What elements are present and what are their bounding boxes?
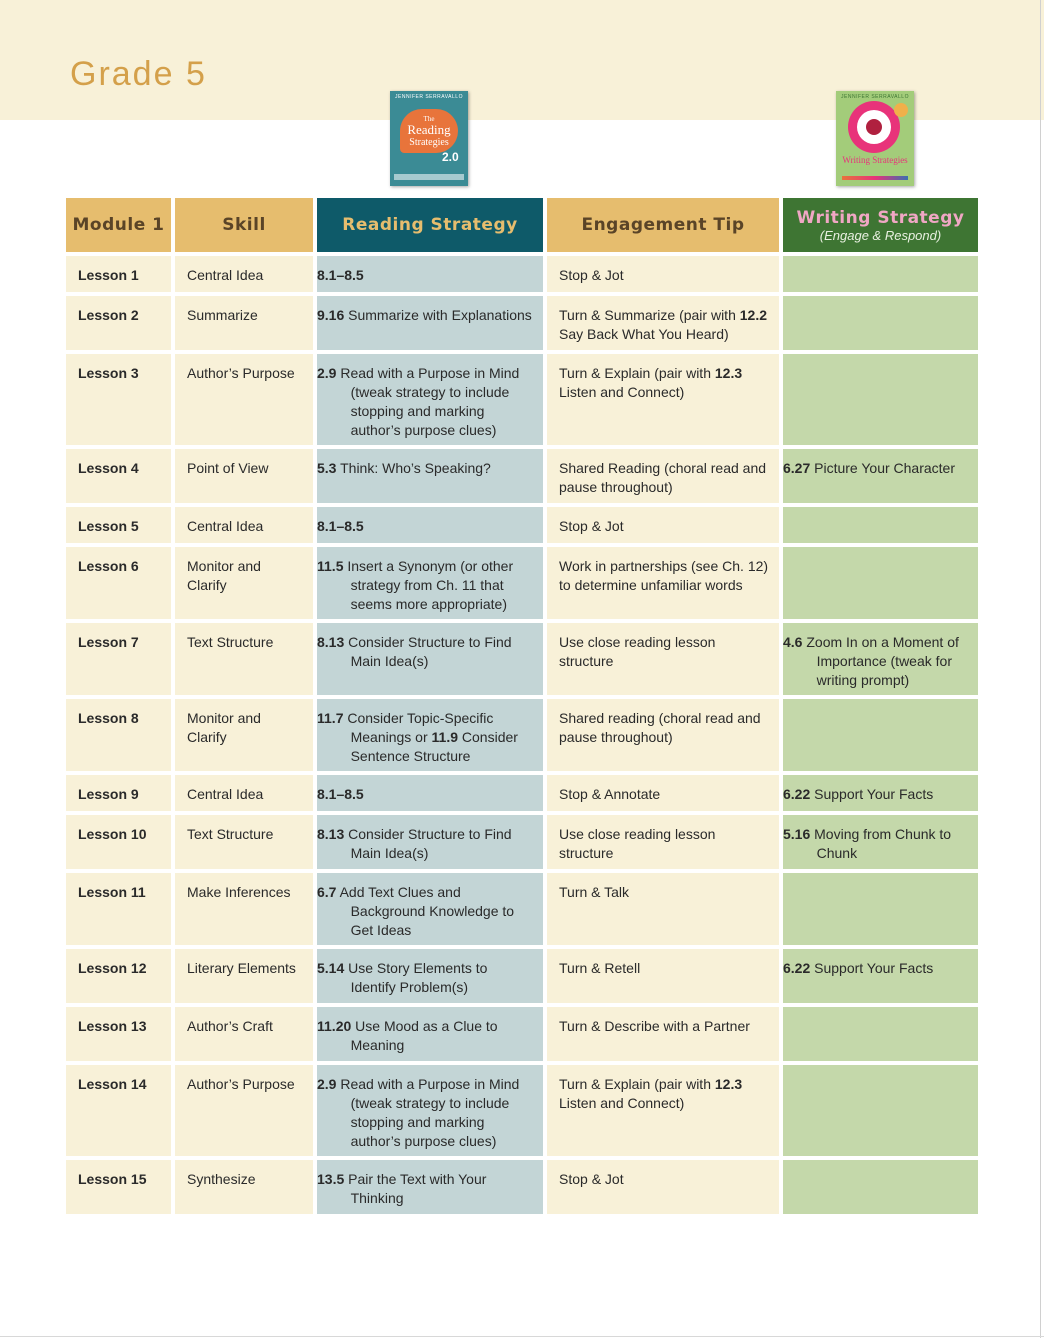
strategy-number: 5.14 <box>317 960 345 976</box>
engagement-text: Use close reading lesson structure <box>559 634 716 669</box>
strategy-title: Read with a Purpose in Mind (tweak strategy to include stopping and marking author’s purpose clues) <box>340 365 520 438</box>
badge-icon <box>894 103 908 117</box>
strategy-number: 11.9 <box>431 729 459 745</box>
engagement-text: Turn & Retell <box>559 960 641 976</box>
writing-strategies-book-cover <box>836 91 914 186</box>
strategy-title: Read with a Purpose in Mind (tweak strategy to include stopping and marking author’s purpose clues) <box>340 1076 520 1149</box>
strategy-title: Consider Topic-Specific Meanings or <box>347 710 494 745</box>
skill-cell: Monitor and Clarify <box>175 699 313 771</box>
header-skill <box>175 198 313 252</box>
strategy-number: 8.13 <box>317 634 345 650</box>
writing-strategy-cell <box>783 775 978 811</box>
strategy-number: 12.3 <box>714 365 743 381</box>
writing-strategy-cell <box>783 623 978 695</box>
page-title: Grade 5 <box>70 55 207 93</box>
lesson-cell: Lesson 4 <box>66 449 171 503</box>
skill-cell: Make Inferences <box>175 873 313 945</box>
engagement-text: Shared reading (choral read and pause throughout) <box>559 710 761 745</box>
skill-cell: Synthesize <box>175 1160 313 1214</box>
strategy-title: Zoom In on a Moment of Importance (tweak for writing prompt) <box>806 634 959 688</box>
strategy-number: 2.9 <box>317 1076 337 1092</box>
lesson-cell: Lesson 14 <box>66 1065 171 1156</box>
strategy-number: 8.1–8.5 <box>317 267 364 283</box>
writing-strategy-cell <box>783 449 978 503</box>
strategy-title: Insert a Synonym (or other strategy from Ch. 11 that seems more appropriate) <box>347 558 514 612</box>
skill-cell: Central Idea <box>175 507 313 543</box>
book-footer-band <box>394 174 464 180</box>
strategy-number: 5.16 <box>783 826 811 842</box>
strategy-number: 12.2 <box>739 307 767 323</box>
lesson-cell: Lesson 10 <box>66 815 171 869</box>
engagement-text: Shared Reading (choral read and pause throughout) <box>559 460 767 495</box>
strategy-title: Consider Structure to Find Main Idea(s) <box>348 634 512 669</box>
reading-strategy-cell <box>317 1065 543 1156</box>
header-engagement-label: Engagement Tip <box>581 215 745 235</box>
engagement-text: Listen and Connect) <box>559 384 685 400</box>
strategy-number: 6.27 <box>783 460 811 476</box>
strategy-number: 4.6 <box>783 634 803 650</box>
skill-cell: Point of View <box>175 449 313 503</box>
writing-strategy-cell <box>783 815 978 869</box>
engagement-tip-cell <box>547 354 779 445</box>
lesson-cell: Lesson 12 <box>66 949 171 1003</box>
strategy-title: Picture Your Character <box>814 460 955 476</box>
strategy-title: Pair the Text with Your Thinking <box>348 1171 487 1206</box>
strategy-number: 13.5 <box>317 1171 345 1187</box>
reading-strategy-cell <box>317 873 543 945</box>
engagement-text: Listen and Connect) <box>559 1095 685 1111</box>
engagement-tip-cell <box>547 1160 779 1214</box>
writing-strategy-cell <box>783 296 978 350</box>
writing-strategy-cell <box>783 873 978 945</box>
engagement-text: Use close reading lesson structure <box>559 826 716 861</box>
page-edge <box>1040 0 1041 1338</box>
lesson-cell: Lesson 6 <box>66 547 171 619</box>
engagement-text: Turn & Explain (pair with <box>559 1076 715 1092</box>
engagement-tip-cell <box>547 775 779 811</box>
lesson-cell: Lesson 8 <box>66 699 171 771</box>
engagement-tip-cell <box>547 296 779 350</box>
writing-strategy-cell <box>783 256 978 292</box>
strategy-title: Add Text Clues and Background Knowledge to Get Ideas <box>339 884 515 938</box>
lesson-cell: Lesson 7 <box>66 623 171 695</box>
engagement-text: Stop & Annotate <box>559 786 661 802</box>
lesson-cell: Lesson 9 <box>66 775 171 811</box>
engagement-tip-cell <box>547 1007 779 1061</box>
lesson-table <box>66 198 978 1214</box>
page-edge <box>0 1336 1044 1337</box>
skill-cell: Central Idea <box>175 775 313 811</box>
skill-cell: Author’s Purpose <box>175 1065 313 1156</box>
target-center-icon <box>866 119 882 135</box>
engagement-text: Turn & Explain (pair with <box>559 365 715 381</box>
skill-cell: Text Structure <box>175 623 313 695</box>
skill-cell: Author’s Purpose <box>175 354 313 445</box>
header-engagement-tip <box>547 198 779 252</box>
strategy-number: 6.22 <box>783 960 811 976</box>
header-module-label: Module 1 <box>72 215 165 235</box>
engagement-tip-cell <box>547 1065 779 1156</box>
writing-strategy-cell <box>783 1007 978 1061</box>
header-skill-label: Skill <box>222 215 266 235</box>
book-title-line: The <box>423 115 435 123</box>
header-writing-label: Writing Strategy <box>796 207 965 228</box>
reading-strategy-cell <box>317 547 543 619</box>
writing-strategy-cell <box>783 507 978 543</box>
reading-strategy-cell <box>317 623 543 695</box>
lesson-cell: Lesson 13 <box>66 1007 171 1061</box>
strategy-number: 8.1–8.5 <box>317 518 364 534</box>
reading-strategy-cell <box>317 354 543 445</box>
engagement-text: Stop & Jot <box>559 267 624 283</box>
writing-strategy-cell <box>783 547 978 619</box>
strategy-number: 11.5 <box>317 558 344 574</box>
skill-cell: Author’s Craft <box>175 1007 313 1061</box>
engagement-tip-cell <box>547 449 779 503</box>
book-title: Writing Strategies <box>842 155 908 165</box>
engagement-text: Work in partnerships (see Ch. 12) to determine unfamiliar words <box>559 558 769 593</box>
lesson-cell: Lesson 1 <box>66 256 171 292</box>
header-module <box>66 198 171 252</box>
strategy-number: 11.7 <box>317 710 344 726</box>
reading-strategy-cell <box>317 949 543 1003</box>
strategy-title: Use Mood as a Clue to Meaning <box>350 1018 498 1053</box>
strategy-number: 12.3 <box>714 1076 743 1092</box>
reading-strategy-cell <box>317 507 543 543</box>
header-reading-label: Reading Strategy <box>342 215 518 235</box>
strategy-number: 6.7 <box>317 884 337 900</box>
book-title-line: Reading <box>407 122 451 137</box>
reading-strategies-book-cover <box>390 91 468 186</box>
header-writing-strategy <box>783 198 978 252</box>
engagement-tip-cell <box>547 949 779 1003</box>
engagement-text: Stop & Jot <box>559 1171 624 1187</box>
book-version: 2.0 <box>442 150 459 164</box>
strategy-title: Summarize with Explanations <box>348 307 532 323</box>
strategy-title: Support Your Facts <box>814 786 934 802</box>
lesson-cell: Lesson 5 <box>66 507 171 543</box>
engagement-text: Stop & Jot <box>559 518 624 534</box>
engagement-tip-cell <box>547 623 779 695</box>
writing-strategy-cell <box>783 354 978 445</box>
strategy-number: 5.3 <box>317 460 337 476</box>
header-writing-sublabel: (Engage & Respond) <box>819 227 942 243</box>
reading-strategy-cell <box>317 775 543 811</box>
book-author: JENNIFER SERRAVALLO <box>841 94 909 100</box>
strategy-number: 6.22 <box>783 786 811 802</box>
reading-strategy-cell <box>317 296 543 350</box>
skill-cell: Summarize <box>175 296 313 350</box>
writing-strategy-cell <box>783 699 978 771</box>
header-reading-strategy <box>317 198 543 252</box>
engagement-tip-cell <box>547 547 779 619</box>
strategy-title: Consider Structure to Find Main Idea(s) <box>348 826 512 861</box>
strategy-title: Consider Sentence Structure <box>350 729 518 764</box>
skill-cell: Central Idea <box>175 256 313 292</box>
reading-strategy-cell <box>317 449 543 503</box>
skill-cell: Text Structure <box>175 815 313 869</box>
reading-strategy-cell <box>317 699 543 771</box>
engagement-tip-cell <box>547 815 779 869</box>
strategy-title: Think: Who’s Speaking? <box>340 460 491 476</box>
engagement-text: Say Back What You Heard) <box>559 326 729 342</box>
engagement-text: Turn & Summarize (pair with <box>559 307 740 323</box>
reading-strategy-cell <box>317 1160 543 1214</box>
book-author: JENNIFER SERRAVALLO <box>395 94 463 100</box>
lesson-cell: Lesson 11 <box>66 873 171 945</box>
strategy-title: Moving from Chunk to Chunk <box>814 826 952 861</box>
skill-cell: Literary Elements <box>175 949 313 1003</box>
book-title-line: Strategies <box>409 137 449 148</box>
strategy-title: Support Your Facts <box>814 960 934 976</box>
strategy-number: 8.13 <box>317 826 345 842</box>
writing-strategy-cell <box>783 949 978 1003</box>
engagement-tip-cell <box>547 873 779 945</box>
engagement-tip-cell <box>547 507 779 543</box>
book-footer-stripe <box>842 176 908 180</box>
lesson-cell: Lesson 3 <box>66 354 171 445</box>
strategy-number: 9.16 <box>317 307 345 323</box>
engagement-text: Turn & Describe with a Partner <box>559 1018 750 1034</box>
lesson-cell: Lesson 2 <box>66 296 171 350</box>
reading-strategy-cell <box>317 1007 543 1061</box>
skill-cell: Monitor and Clarify <box>175 547 313 619</box>
strategy-number: 2.9 <box>317 365 337 381</box>
lesson-cell: Lesson 15 <box>66 1160 171 1214</box>
engagement-text: Turn & Talk <box>559 884 630 900</box>
engagement-tip-cell <box>547 699 779 771</box>
reading-strategy-cell <box>317 256 543 292</box>
reading-strategy-cell <box>317 815 543 869</box>
strategy-number: 8.1–8.5 <box>317 786 364 802</box>
engagement-tip-cell <box>547 256 779 292</box>
strategy-title: Use Story Elements to Identify Problem(s) <box>348 960 488 995</box>
strategy-number: 11.20 <box>317 1018 352 1034</box>
writing-strategy-cell <box>783 1065 978 1156</box>
writing-strategy-cell <box>783 1160 978 1214</box>
